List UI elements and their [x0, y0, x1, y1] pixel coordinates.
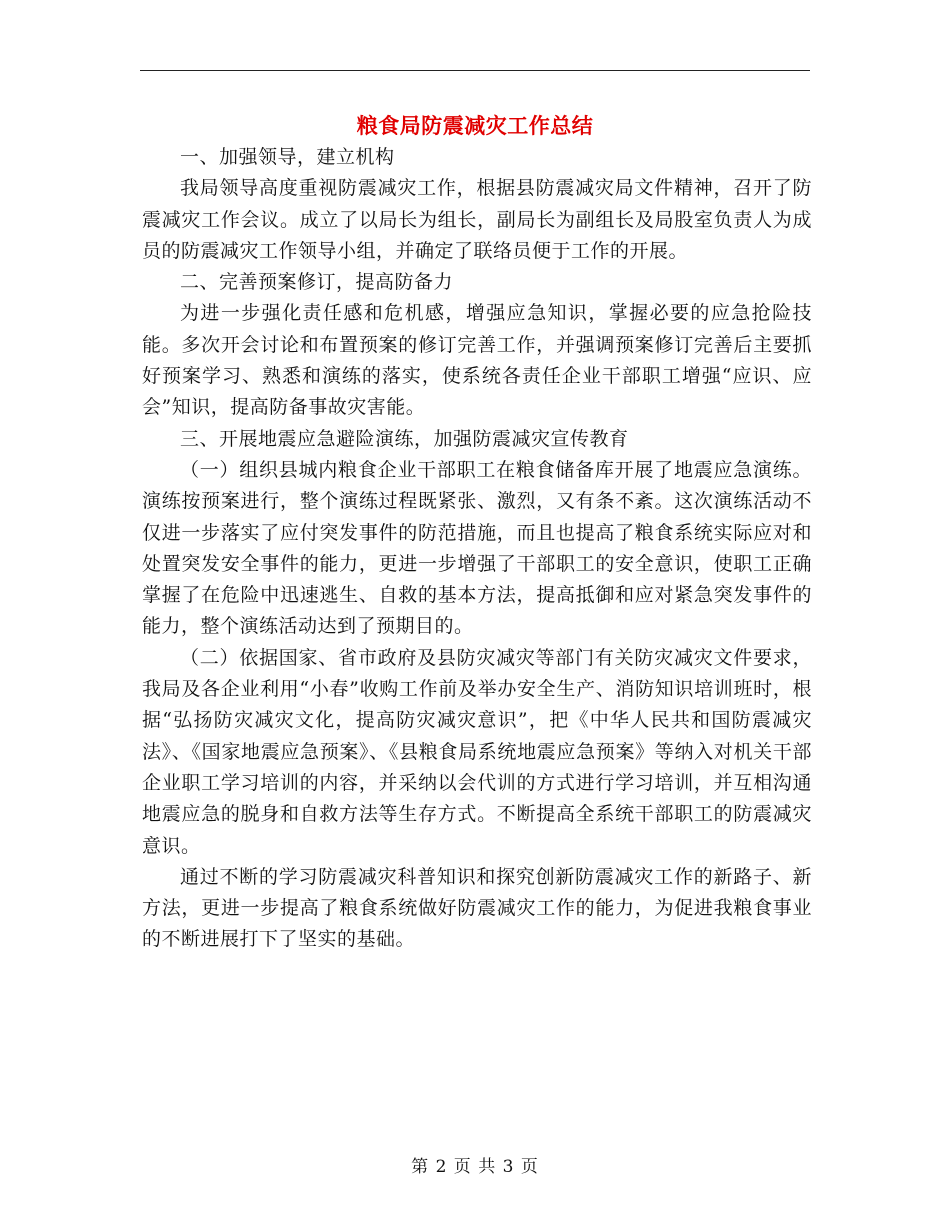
paragraph: 为进一步强化责任感和危机感，增强应急知识，掌握必要的应急抢险技能。多次开会讨论和布置预案的修订完善工作，并强调预案修订完善后主要抓好预案学习、熟悉和演练的落实，使系统各责任企业干部职工增强“应识、应会”知识，提高防备事故灾害能。: [142, 302, 812, 419]
document-title: 粮食局防震减灾工作总结: [356, 113, 594, 138]
section-heading: 一、加强领导，建立机构: [180, 146, 395, 168]
section-heading: 三、开展地震应急避险演练，加强防震减灾宣传教育: [180, 427, 629, 450]
paragraph: 我局领导高度重视防震减灾工作，根据县防震减灾局文件精神，召开了防震减灾工作会议。成立了以局长为组长，副局长为副组长及局股室负责人为成员的防震减灾工作领导小组，并确定了联络员便于工作的开展。: [142, 177, 812, 262]
paragraph: 通过不断的学习防震减灾科普知识和探究创新防震减灾工作的新路子、新方法，更进一步提高了粮食系统做好防震减灾工作的能力，为促进我粮食事业的不断进展打下了坚实的基础。: [142, 865, 812, 951]
paragraph: （二）依据国家、省市政府及县防灾减灾等部门有关防灾减灾文件要求，我局及各企业利用“小春”收购工作前及举办安全生产、消防知识培训班时，根据“弘扬防灾减灾文化，提高防灾减灾意识”，把《中华人民共和国防震减灾法》、《国家地震应急预案》、《县粮食局系统地震应急预案》等纳入对机关干部企业职工学习培训的内容，并采纳以会代训的方式进行学习培训，并互相沟通地震应急的脱身和自救方法等生存方式。不断提高全系统干部职工的防震减灾意识。: [142, 646, 812, 857]
document-body: [142, 142, 812, 956]
page-number-footer: 第 2 页 共 3 页: [411, 1157, 539, 1177]
paragraph: （一）组织县城内粮食企业干部职工在粮食储备库开展了地震应急演练。演练按预案进行，整个演练过程既紧张、激烈，又有条不紊。这次演练活动不仅进一步落实了应付突发事件的防范措施，而且也提高了粮食系统实际应对和处置突发安全事件的能力，更进一步增强了干部职工的安全意识，使职工正确掌握了在危险中迅速逃生、自救的基本方法，提高抵御和应对紧急突发事件的能力，整个演练活动达到了预期目的。: [142, 458, 812, 638]
header-rule: [140, 70, 810, 71]
section-heading: 二、完善预案修订，提高防备力: [180, 271, 454, 294]
